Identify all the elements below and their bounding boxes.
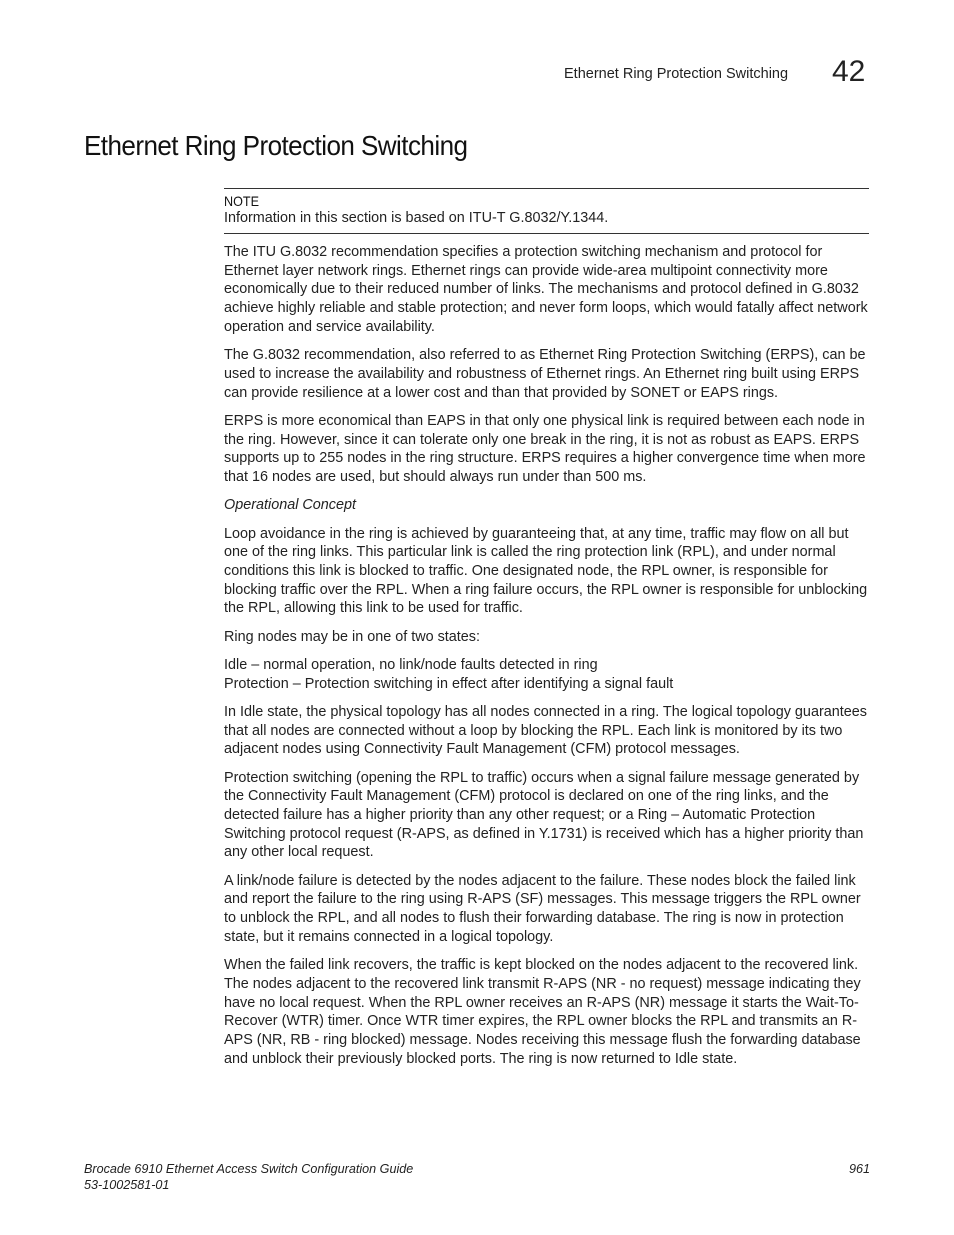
footer-page-number: 961 — [848, 1162, 870, 1176]
footer-doc-number: 53-1002581-01 — [84, 1178, 170, 1192]
subheading-operational-concept: Operational Concept — [224, 497, 356, 514]
running-header-title: Ethernet Ring Protection Switching — [564, 66, 789, 82]
note-label: NOTE — [224, 193, 260, 209]
paragraph-loop-avoidance: Loop avoidance in the ring is achieved by guaranteeing that, at any time, traffic may flow on all but one of the ring links. This particular link is called the ring protection link (RPL), and under normal conditions this link is blocked to traffic. One designated node, the RPL owner, is responsible for blocking traffic over the RPL. When a ring failure occurs, the RPL owner is responsible for unblocking the RPL, allowing this link to be used for traffic. — [224, 525, 868, 617]
paragraph-protection-switching: Protection switching (opening the RPL to traffic) occurs when a signal failure message generated by the Connectivity Fault Management (CFM) protocol is declared on one of the ring links, and the detected failure has a higher priority than any other request; or a Ring – Automatic Protection Switching protocol request (R-APS, as defined in Y.1731) is received which has a higher priority than any other local request. — [224, 769, 864, 861]
state-protection: Protection – Protection switching in effect after identifying a signal fault — [224, 675, 674, 692]
footer-guide-title: Brocade 6910 Ethernet Access Switch Configuration Guide — [84, 1162, 414, 1176]
paragraph-link-recovery: When the failed link recovers, the traffic is kept blocked on the nodes adjacent to the recovered link. The nodes adjacent to the recovered link transmit R-APS (NR - no request) message indicating they have no local request. When the RPL owner receives an R-APS (NR) message it starts the Wait-To-Recover (WTR) timer. Once WTR timer expires, the RPL owner blocks the RPL and transmits an R-APS (NR, RB - ring blocked) message. Nodes receiving this message flush the forwarding database and unblock their previously blocked ports. The ring is now returned to Idle state. — [224, 957, 861, 1067]
note-text: Information in this section is based on ITU-T G.8032/Y.1344. — [224, 210, 609, 226]
paragraph-erps-definition: The G.8032 recommendation, also referred to as Ethernet Ring Protection Switching (ERPS), can be used to increase the availability and robustness of Ethernet rings. An Ethernet ring built using ERPS can provide resilience at a lower cost and than that provided by SONET or EAPS rings. — [224, 347, 866, 401]
paragraph-states-intro: Ring nodes may be in one of two states: — [224, 628, 480, 645]
chapter-number: 42 — [832, 55, 866, 88]
paragraph-idle-state: In Idle state, the physical topology has all nodes connected in a ring. The logical topology guarantees that all nodes are connected without a loop by blocking the RPL. Each link is monitored by its two adjacent nodes using Connectivity Fault Management (CFM) protocol messages. — [224, 703, 867, 758]
paragraph-link-failure: A link/node failure is detected by the nodes adjacent to the failure. These nodes block the failed link and report the failure to the ring using R-APS (SF) messages. This message triggers the RPL owner to unblock the RPL, and all nodes to flush their forwarding database. The ring is now in protection state, but it remains connected in a logical topology. — [224, 872, 861, 945]
paragraph-erps-economics: ERPS is more economical than EAPS in that only one physical link is required between each node in the ring. However, since it can tolerate only one break in the ring, it is not as robust as EAPS. ERPS supports up to 255 nodes in the ring structure. ERPS requires a higher convergence time when more that 16 nodes are used, but should always run under than 500 ms. — [224, 412, 866, 485]
running-header — [560, 55, 872, 95]
state-idle: Idle – normal operation, no link/node faults detected in ring — [224, 656, 598, 673]
note-box — [224, 188, 869, 234]
page-title: Ethernet Ring Protection Switching — [84, 130, 468, 161]
paragraph-intro: The ITU G.8032 recommendation specifies a protection switching mechanism and protocol for Ethernet layer network rings. Ethernet rings can provide wide-area multipoint connectivity more economically due to their reduced number of links. The mechanisms and protocol defined in G.8032 achieve highly reliable and stable protection; and never form loops, which would fatally affect network operation and service availability. — [224, 244, 868, 335]
body-content — [224, 243, 872, 1078]
